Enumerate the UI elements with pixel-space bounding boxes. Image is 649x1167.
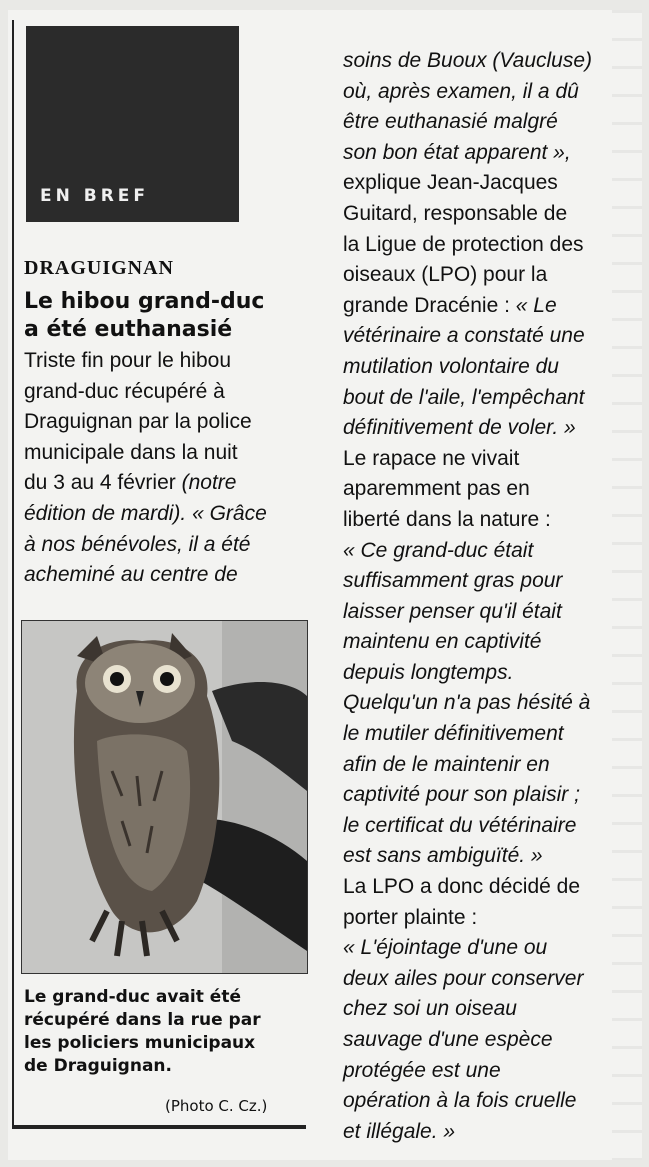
text-line <box>343 444 592 475</box>
text-run: du 3 au 4 février <box>24 471 182 495</box>
text-run: être euthanasié malgré <box>343 110 558 134</box>
text-run: acheminé au centre de <box>24 563 238 587</box>
owl-photo-image <box>22 621 307 973</box>
text-run: La LPO a donc décidé de <box>343 875 581 899</box>
text-run: protégée est une <box>343 1058 501 1082</box>
text-run: et illégale. » <box>343 1119 456 1143</box>
text-line <box>343 597 592 628</box>
text-run: maintenu en captivité <box>343 630 542 654</box>
text-line <box>343 566 592 597</box>
text-run: est sans ambiguïté. » <box>343 844 543 868</box>
text-line <box>343 536 592 567</box>
headline-line: a été euthanasié <box>24 317 233 342</box>
text-run: porter plainte : <box>343 905 478 929</box>
text-line <box>343 780 592 811</box>
headline-line: Le hibou grand-duc <box>24 289 265 314</box>
text-line <box>343 811 592 842</box>
text-run: aparemment pas en <box>343 477 530 501</box>
caption-line: les policiers municipaux <box>24 1033 256 1053</box>
text-run: mutilation volontaire du <box>343 354 559 378</box>
photo-caption <box>24 986 314 1078</box>
text-run: bout de l'aile, l'empêchant <box>343 385 585 409</box>
text-run: explique Jean-Jacques <box>343 171 558 195</box>
article-column-right <box>343 46 592 1147</box>
text-line <box>24 530 267 561</box>
text-line <box>343 413 592 444</box>
text-run: « L'éjointage d'une ou <box>343 936 548 960</box>
text-run: Triste fin pour le hibou <box>24 349 231 372</box>
text-line <box>343 994 592 1025</box>
text-run: Quelqu'un n'a pas hésité à <box>343 691 591 715</box>
text-line <box>343 841 592 872</box>
text-run: deux ailes pour conserver <box>343 966 584 990</box>
text-line <box>343 627 592 658</box>
text-line <box>343 1056 592 1087</box>
headline <box>24 288 314 344</box>
text-run: le mutiler définitivement <box>343 722 564 746</box>
text-run: le certificat du vétérinaire <box>343 813 577 837</box>
text-line <box>24 407 267 438</box>
text-run: grand-duc récupéré à <box>24 379 225 403</box>
text-line <box>343 199 592 230</box>
bottom-rule <box>12 1125 306 1129</box>
text-run: soins de Buoux (Vaucluse) <box>343 49 593 72</box>
text-line <box>343 1086 592 1117</box>
caption-line: récupéré dans la rue par <box>24 1010 261 1030</box>
text-run: Guitard, responsable de <box>343 201 568 225</box>
text-run: suffisamment gras pour <box>343 569 563 593</box>
text-line <box>343 872 592 903</box>
text-line <box>343 230 592 261</box>
text-line <box>343 750 592 781</box>
text-run: depuis longtemps. <box>343 660 514 684</box>
text-run: chez soi un oiseau <box>343 997 517 1021</box>
text-run: vétérinaire a constaté une <box>343 324 585 348</box>
text-line <box>343 77 592 108</box>
text-run: laisser penser qu'il était <box>343 599 562 623</box>
section-label: EN BREF <box>40 186 150 206</box>
caption-line: Le grand-duc avait été <box>24 987 241 1007</box>
text-line <box>24 468 267 499</box>
text-run: grande Dracénie : <box>343 293 516 317</box>
text-line <box>343 719 592 750</box>
text-run: à nos bénévoles, il a été <box>24 532 251 556</box>
text-line <box>24 346 267 377</box>
text-line <box>343 321 592 352</box>
text-run: afin de le maintenir en <box>343 752 550 776</box>
text-line <box>343 658 592 689</box>
text-line <box>343 138 592 169</box>
text-line <box>343 352 592 383</box>
text-line <box>343 291 592 322</box>
text-line <box>343 107 592 138</box>
text-line <box>24 438 267 469</box>
text-line <box>343 964 592 995</box>
text-run: (notre <box>181 471 237 495</box>
text-line <box>343 46 592 77</box>
text-line <box>343 1025 592 1056</box>
text-run: « Ce grand-duc était <box>343 538 534 562</box>
text-line <box>24 560 267 591</box>
bleed-through <box>612 10 642 1160</box>
text-run: édition de mardi). « Grâce <box>24 501 267 525</box>
text-line <box>343 505 592 536</box>
text-line <box>343 383 592 414</box>
text-run: oiseaux (LPO) pour la <box>343 263 548 287</box>
text-run: Draguignan par la police <box>24 410 252 434</box>
text-line <box>343 688 592 719</box>
text-line <box>343 474 592 505</box>
article-column-left <box>24 346 267 591</box>
text-line <box>24 499 267 530</box>
photo-credit: (Photo C. Cz.) <box>165 1097 268 1115</box>
text-run: la Ligue de protection des <box>343 232 584 256</box>
text-line <box>343 1117 592 1148</box>
text-line <box>343 168 592 199</box>
text-run: opération à la fois cruelle <box>343 1089 577 1113</box>
text-run: sauvage d'une espèce <box>343 1028 553 1051</box>
caption-line: de Draguignan. <box>24 1056 172 1076</box>
text-run: définitivement de voler. » <box>343 416 576 440</box>
text-run: où, après examen, il a dû <box>343 79 579 103</box>
kicker: DRAGUIGNAN <box>24 257 174 279</box>
text-run: captivité pour son plaisir ; <box>343 783 580 807</box>
text-line <box>24 377 267 408</box>
text-line <box>343 933 592 964</box>
text-run: « Le <box>515 293 557 317</box>
text-run: municipale dans la nuit <box>24 440 238 464</box>
text-line <box>343 260 592 291</box>
owl-photo <box>21 620 308 974</box>
text-line <box>343 903 592 934</box>
text-run: liberté dans la nature : <box>343 507 551 531</box>
left-rule <box>12 20 14 1125</box>
text-run: Le rapace ne vivait <box>343 446 520 470</box>
text-run: son bon état apparent », <box>343 140 571 164</box>
